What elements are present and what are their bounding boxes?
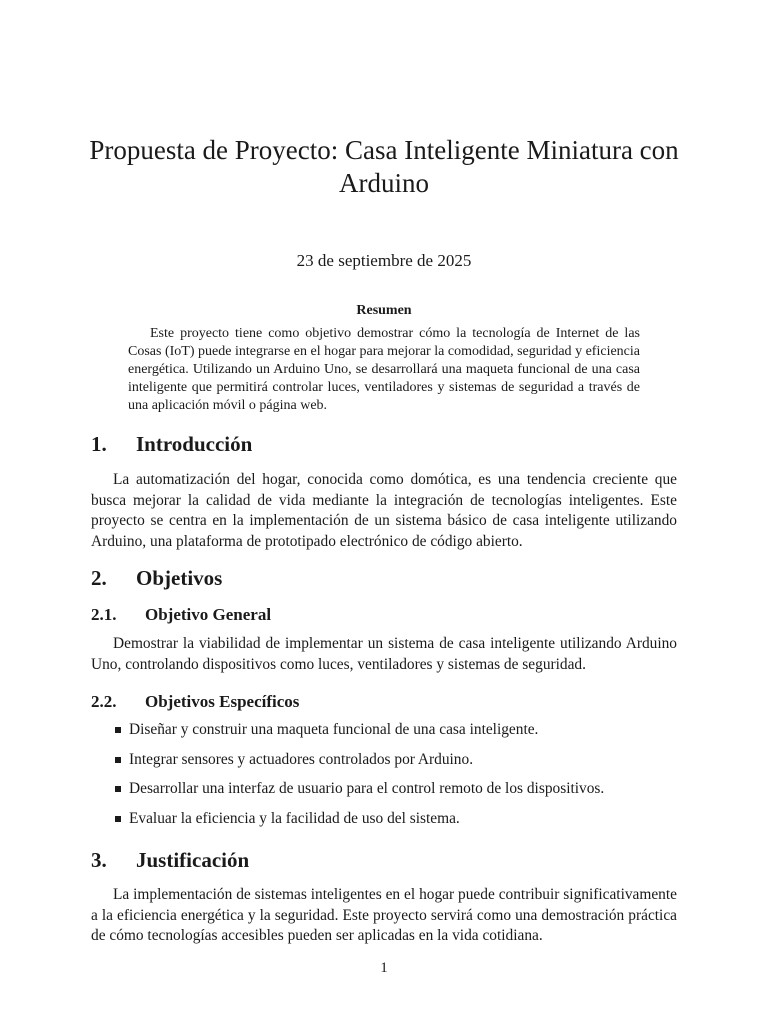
section-number: 2.: [91, 566, 107, 590]
objectives-list: [112, 720, 677, 838]
section-heading-introduccion: [91, 432, 252, 457]
list-item: [112, 720, 677, 750]
list-item-text: Integrar sensores y actuadores controlados por Arduino.: [129, 750, 474, 768]
section-heading-objetivos: [91, 566, 222, 591]
list-item: [112, 750, 677, 780]
section-number: 3.: [91, 848, 107, 872]
page-number: 1: [380, 960, 388, 976]
document-date: 23 de septiembre de 2025: [296, 251, 472, 270]
subsection-number: 2.1.: [91, 605, 117, 624]
section-title: Justificación: [136, 848, 250, 872]
section-heading-justificacion: [91, 848, 249, 873]
list-item: [112, 779, 677, 809]
subsection-heading-objetivos-especificos: [91, 692, 299, 712]
square-bullet-icon: [115, 786, 121, 792]
abstract-text: Este proyecto tiene como objetivo demostrar cómo la tecnología de Internet de las Cosas (IoT) puede integrarse en el hogar para mejorar la comodidad, seguridad y eficiencia energética. Utilizando un Arduino Uno, se desarrollará una maqueta funcional de una casa inteligente que permitirá controlar luces, ventiladores y sistemas de seguridad a través de una aplicación móvil o página web.: [128, 326, 640, 413]
subsection-title: Objetivos Específicos: [145, 692, 300, 711]
square-bullet-icon: [115, 757, 121, 763]
list-item-text: Desarrollar una interfaz de usuario para el control remoto de los dispositivos.: [129, 780, 605, 797]
square-bullet-icon: [115, 816, 121, 822]
subsection-text-objetivo-general: Demostrar la viabilidad de implementar un sistema de casa inteligente utilizando Arduino Uno, controlando dispositivos como luces, ventiladores y sistemas de seguridad.: [91, 635, 677, 673]
section-title: Objetivos: [136, 566, 223, 590]
list-item: [112, 809, 677, 839]
section-text-justificacion: La implementación de sistemas inteligentes en el hogar puede contribuir significativamente a la eficiencia energética y la seguridad. Este proyecto servirá como una demostración práctica de cómo tecnologías accesibles pueden ser aplicadas en la vida cotidiana.: [91, 886, 677, 944]
subsection-number: 2.2.: [91, 692, 117, 711]
abstract-heading: Resumen: [356, 303, 412, 318]
section-number: 1.: [91, 432, 107, 456]
list-item-text: Diseñar y construir una maqueta funcional de una casa inteligente.: [129, 721, 539, 738]
list-item-text: Evaluar la eficiencia y la facilidad de uso del sistema.: [129, 809, 460, 827]
section-text-introduccion: La automatización del hogar, conocida como domótica, es una tendencia creciente que busca mejorar la calidad de vida mediante la integración de tecnologías inteligentes. Este proyecto se centra en la implementación de un sistema básico de casa inteligente utilizando Arduino, una plataforma de prototipado electrónico de código abierto.: [91, 471, 677, 550]
square-bullet-icon: [115, 727, 121, 733]
section-title: Introducción: [136, 432, 253, 456]
subsection-heading-objetivo-general: [91, 605, 271, 625]
document-title: Propuesta de Proyecto: Casa Inteligente Miniatura con Arduino: [89, 135, 679, 198]
subsection-title: Objetivo General: [145, 605, 272, 624]
